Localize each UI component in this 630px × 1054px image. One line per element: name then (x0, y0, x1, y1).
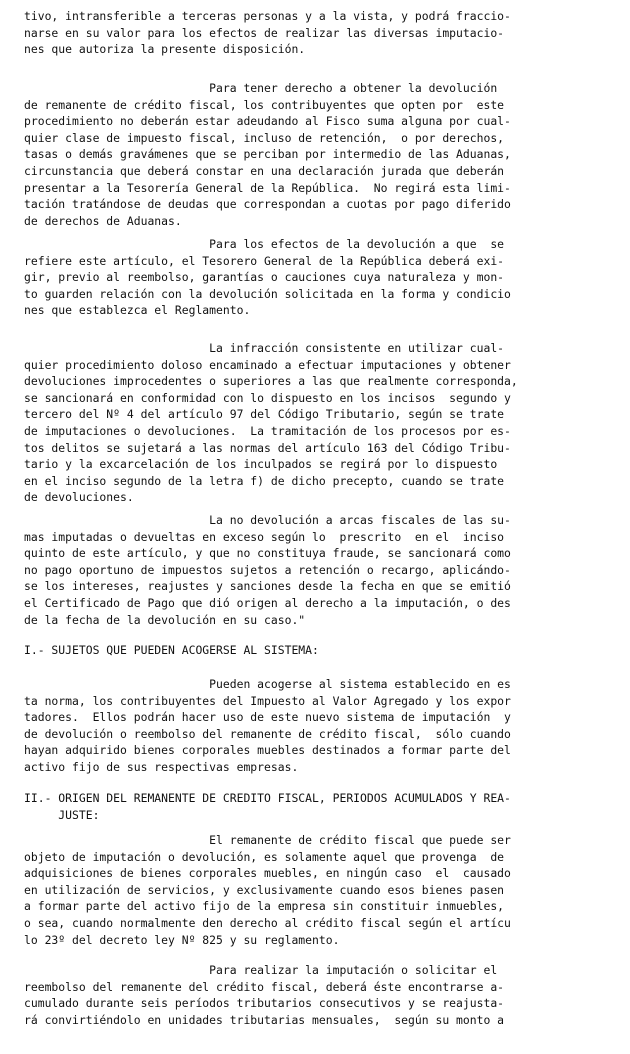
text-line: objeto de imputación o devolución, es solamente aquel que provenga de (24, 849, 505, 864)
text-line: hayan adquirido bienes corporales muebles destinados a formar parte del (24, 743, 511, 758)
section-heading-origen (24, 790, 614, 823)
paragraph-continuation (24, 8, 614, 58)
text-line: en el inciso segundo de la letra f) de dicho precepto, cuando se trate (24, 473, 505, 488)
text-line: tación tratándose de deudas que correspondan a cuotas por pago diferido (24, 197, 511, 212)
text-line: nes que establezca el Reglamento. (24, 303, 251, 318)
text-line: Pueden acogerse al sistema establecido en es (24, 677, 511, 691)
paragraph-guarantees (24, 236, 614, 319)
text-line: lo 23º del decreto ley Nº 825 y su reglamento. (24, 932, 340, 947)
text-line: quier procedimiento doloso encaminado a efectuar imputaciones y obtener (24, 357, 511, 372)
paragraph-devolution-requirements (24, 80, 614, 229)
text-line: El remanente de crédito fiscal que puede ser (24, 833, 511, 847)
text-line: narse en su valor para los efectos de realizar las diversas imputacio- (24, 25, 505, 40)
text-line: de devoluciones. (24, 490, 134, 505)
text-line: de remanente de crédito fiscal, los contribuyentes que opten por este (24, 97, 505, 112)
text-line: Para realizar la imputación o solicitar el (24, 963, 498, 977)
text-line: tasas o demás gravámenes que se perciban por intermedio de las Aduanas, (24, 147, 511, 162)
section-heading: I.- SUJETOS QUE PUEDEN ACOGERSE AL SISTEMA: (24, 643, 319, 657)
text-line: o sea, cuando normalmente den derecho al crédito fiscal según el artícu (24, 915, 511, 930)
text-line: a formar parte del activo fijo de la empresa sin constituir inmuebles, (24, 899, 505, 914)
paragraph-infraction (24, 340, 614, 506)
text-line: de imputaciones o devoluciones. La tramitación de los procesos por es- (24, 423, 511, 438)
paragraph-sujetos (24, 676, 614, 776)
section-heading: JUSTE: (24, 807, 100, 822)
text-line: tario y la excarcelación de los inculpados se regirá por lo dispuesto (24, 457, 498, 472)
text-line: no pago oportuno de impuestos sujetos a retención o recargo, aplicándo- (24, 562, 511, 577)
text-line: tadores. Ellos podrán hacer uso de este nuevo sistema de imputación y (24, 710, 511, 725)
text-line: de derechos de Aduanas. (24, 213, 182, 228)
section-heading-sujetos (24, 642, 614, 659)
text-line: Para tener derecho a obtener la devolución (24, 81, 498, 95)
section-heading: II.- ORIGEN DEL REMANENTE DE CREDITO FISCAL, PERIODOS ACUMULADOS Y REA- (24, 791, 511, 805)
text-line: mas imputadas o devueltas en exceso según lo prescrito en el inciso (24, 529, 505, 544)
text-line: adquisiciones de bienes corporales muebles, en ningún caso el causado (24, 866, 511, 881)
text-line: devoluciones improcedentes o superiores a las que realmente corresponda, (24, 374, 518, 389)
text-line: procedimiento no deberán estar adeudando al Fisco suma alguna por cual- (24, 114, 511, 129)
text-line: tercero del Nº 4 del artículo 97 del Código Tributario, según se trate (24, 407, 505, 422)
text-line: activo fijo de sus respectivas empresas. (24, 759, 299, 774)
paragraph-imputacion (24, 962, 614, 1028)
text-line: tos delitos se sujetará a las normas del artículo 163 del Código Tribu- (24, 440, 511, 455)
text-line: reembolso del remanente del crédito fiscal, deberá éste encontrarse a- (24, 979, 505, 994)
text-line: cumulado durante seis períodos tributarios consecutivos y se reajusta- (24, 996, 505, 1011)
text-line: de devolución o reembolso del remanente de crédito fiscal, sólo cuando (24, 726, 511, 741)
text-line: Para los efectos de la devolución a que se (24, 237, 505, 251)
paragraph-non-return (24, 512, 614, 628)
paragraph-origen (24, 832, 614, 948)
text-line: en utilización de servicios, y exclusivamente cuando esos bienes pasen (24, 882, 505, 897)
text-line: ta norma, los contribuyentes del Impuesto al Valor Agregado y los expor (24, 693, 511, 708)
text-line: gir, previo al reembolso, garantías o cauciones cuya naturaleza y mon- (24, 270, 505, 285)
text-line: rá convirtiéndolo en unidades tributarias mensuales, según su monto a (24, 1012, 505, 1027)
text-line: nes que autoriza la presente disposición. (24, 42, 306, 57)
text-line: circunstancia que deberá constar en una declaración jurada que deberán (24, 163, 505, 178)
text-line: de la fecha de la devolución en su caso." (24, 612, 306, 627)
text-line: La no devolución a arcas fiscales de las su- (24, 513, 511, 527)
text-line: quinto de este artículo, y que no constituya fraude, se sancionará como (24, 546, 511, 561)
text-line: se sancionará en conformidad con lo dispuesto en los incisos segundo y (24, 390, 511, 405)
text-line: refiere este artículo, el Tesorero General de la República deberá exi- (24, 253, 505, 268)
text-line: se los intereses, reajustes y sanciones desde la fecha en que se emitió (24, 579, 511, 594)
text-line: presentar a la Tesorería General de la República. No regirá esta limi- (24, 180, 511, 195)
text-line: to guarden relación con la devolución solicitada en la forma y condicio (24, 286, 511, 301)
text-line: quier clase de impuesto fiscal, incluso de retención, o por derechos, (24, 130, 505, 145)
text-line: tivo, intransferible a terceras personas y a la vista, y podrá fraccio- (24, 9, 511, 23)
text-line: el Certificado de Pago que dió origen al derecho a la imputación, o des (24, 595, 511, 610)
text-line: La infracción consistente en utilizar cual- (24, 341, 505, 355)
